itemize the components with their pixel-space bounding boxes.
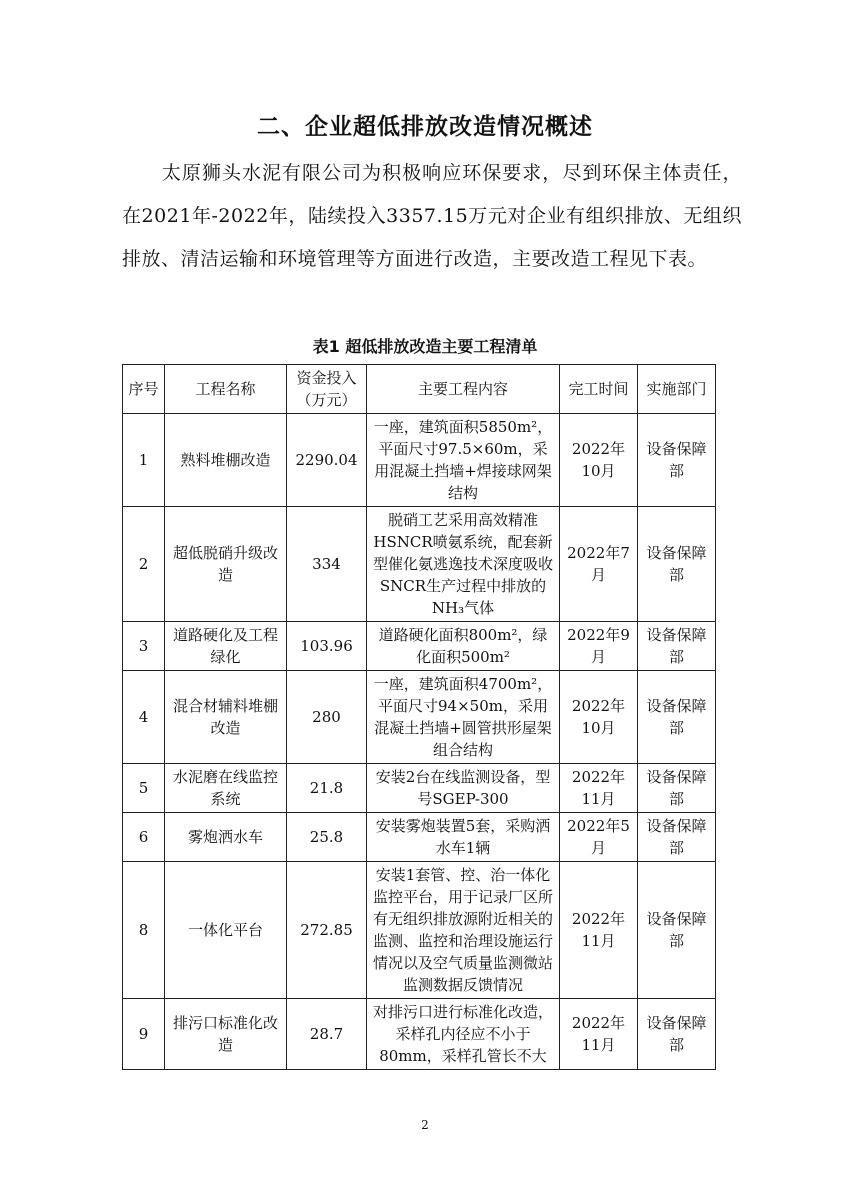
cell-fund: 103.96 <box>287 622 367 671</box>
cell-time: 2022年5月 <box>560 813 638 862</box>
cell-time: 2022年11月 <box>560 862 638 999</box>
cell-fund: 272.85 <box>287 862 367 999</box>
cell-name: 熟料堆棚改造 <box>165 414 287 507</box>
cell-time: 2022年10月 <box>560 671 638 764</box>
cell-content: 一座，建筑面积5850m²，平面尺寸97.5×60m，采用混凝土挡墙+焊接球网架结构 <box>367 414 560 507</box>
header-time: 完工时间 <box>560 365 638 414</box>
header-dept: 实施部门 <box>638 365 716 414</box>
cell-name: 混合材辅料堆棚改造 <box>165 671 287 764</box>
cell-no: 3 <box>123 622 165 671</box>
cell-fund: 25.8 <box>287 813 367 862</box>
table-row <box>123 622 716 671</box>
cell-fund: 2290.04 <box>287 414 367 507</box>
table-row <box>123 862 716 999</box>
cell-dept: 设备保障部 <box>638 414 716 507</box>
cell-name: 排污口标准化改造 <box>165 999 287 1070</box>
cell-no: 6 <box>123 813 165 862</box>
cell-dept: 设备保障部 <box>638 813 716 862</box>
cell-content: 一座，建筑面积4700m²，平面尺寸94×50m，采用混凝土挡墙+圆管拱形屋架组合结构 <box>367 671 560 764</box>
table-row <box>123 999 716 1070</box>
cell-content: 脱硝工艺采用高效精准HSNCR喷氨系统，配套新型催化氨逃逸技术深度吸收SNCR生产过程中排放的NH₃气体 <box>367 507 560 622</box>
cell-time: 2022年9月 <box>560 622 638 671</box>
header-no: 序号 <box>123 365 165 414</box>
section-heading: 二、企业超低排放改造情况概述 <box>257 114 593 140</box>
cell-dept: 设备保障部 <box>638 671 716 764</box>
cell-time: 2022年11月 <box>560 764 638 813</box>
table-row <box>123 507 716 622</box>
cell-name: 水泥磨在线监控系统 <box>165 764 287 813</box>
cell-fund: 28.7 <box>287 999 367 1070</box>
table-row <box>123 813 716 862</box>
cell-fund: 280 <box>287 671 367 764</box>
intro-paragraph: 太原狮头水泥有限公司为积极响应环保要求，尽到环保主体责任，在2021年-2022年，陆续投入3357.15万元对企业有组织排放、无组织排放、清洁运输和环境管理等方面进行改造，主要改造工程见下表。 <box>122 162 742 270</box>
table-caption: 表1 超低排放改造主要工程清单 <box>312 337 538 356</box>
table-header-row <box>123 365 716 414</box>
header-fund: 资金投入（万元） <box>287 365 367 414</box>
cell-time: 2022年7月 <box>560 507 638 622</box>
cell-dept: 设备保障部 <box>638 764 716 813</box>
cell-content: 安装1套管、控、治一体化监控平台，用于记录厂区所有无组织排放源附近相关的监测、监控和治理设施运行情况以及空气质量监测微站监测数据反馈情况 <box>367 862 560 999</box>
cell-name: 超低脱硝升级改造 <box>165 507 287 622</box>
cell-name: 雾炮洒水车 <box>165 813 287 862</box>
cell-content: 安装2台在线监测设备，型号SGEP-300 <box>367 764 560 813</box>
cell-no: 9 <box>123 999 165 1070</box>
cell-content: 对排污口进行标准化改造，采样孔内径应不小于80mm，采样孔管长不大 <box>367 999 560 1070</box>
cell-fund: 334 <box>287 507 367 622</box>
cell-no: 1 <box>123 414 165 507</box>
header-name: 工程名称 <box>165 365 287 414</box>
cell-name: 道路硬化及工程绿化 <box>165 622 287 671</box>
table-row <box>123 414 716 507</box>
page-number: 2 <box>421 1118 429 1132</box>
cell-dept: 设备保障部 <box>638 622 716 671</box>
header-content: 主要工程内容 <box>367 365 560 414</box>
cell-no: 5 <box>123 764 165 813</box>
cell-time: 2022年10月 <box>560 414 638 507</box>
cell-content: 道路硬化面积800m²，绿化面积500m² <box>367 622 560 671</box>
table-row <box>123 671 716 764</box>
cell-fund: 21.8 <box>287 764 367 813</box>
cell-no: 4 <box>123 671 165 764</box>
cell-dept: 设备保障部 <box>638 507 716 622</box>
cell-dept: 设备保障部 <box>638 862 716 999</box>
cell-no: 2 <box>123 507 165 622</box>
project-table <box>122 364 716 1070</box>
cell-time: 2022年11月 <box>560 999 638 1070</box>
cell-name: 一体化平台 <box>165 862 287 999</box>
cell-no: 8 <box>123 862 165 999</box>
cell-dept: 设备保障部 <box>638 999 716 1070</box>
cell-content: 安装雾炮装置5套，采购洒水车1辆 <box>367 813 560 862</box>
table-row <box>123 764 716 813</box>
